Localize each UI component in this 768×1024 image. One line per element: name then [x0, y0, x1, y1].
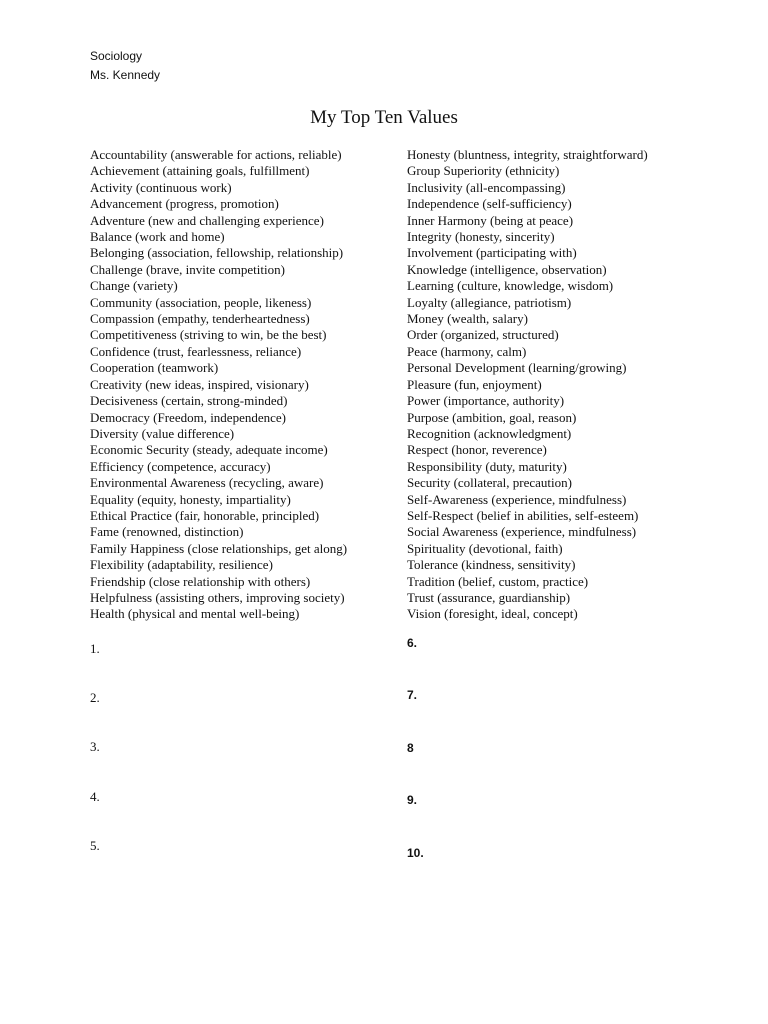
value-item: Honesty (bluntness, integrity, straightforward)	[407, 147, 648, 162]
value-item: Purpose (ambition, goal, reason)	[407, 409, 577, 425]
value-item: Cooperation (teamwork)	[90, 360, 219, 376]
value-item: Environmental Awareness (recycling, aware)	[90, 475, 324, 491]
value-item: Belonging (association, fellowship, relationship)	[90, 245, 344, 261]
value-item: Achievement (attaining goals, fulfillment)	[90, 163, 310, 179]
value-item: Power (importance, authority)	[407, 393, 565, 409]
value-item: Peace (harmony, calm)	[407, 343, 527, 359]
value-item: Helpfulness (assisting others, improving society)	[90, 589, 345, 605]
ranking-number: 6.	[407, 635, 418, 650]
value-item: Diversity (value difference)	[90, 425, 235, 441]
ranking-number: 10.	[407, 845, 424, 860]
ranking-slot[interactable]	[407, 740, 737, 793]
value-item: Competitiveness (striving to win, be the best)	[90, 327, 327, 343]
ranking-slot[interactable]	[407, 845, 737, 898]
ranking-slot[interactable]	[90, 682, 382, 731]
value-item: Order (organized, structured)	[407, 327, 559, 343]
value-item: Money (wealth, salary)	[407, 311, 528, 327]
value-item: Pleasure (fun, enjoyment)	[407, 376, 542, 392]
ranking-number: 5.	[90, 837, 100, 853]
value-item: Spirituality (devotional, faith)	[407, 540, 563, 556]
values-list-left	[90, 147, 382, 623]
page-title: My Top Ten Values	[310, 107, 458, 128]
value-item: Activity (continuous work)	[90, 179, 232, 195]
value-item: Advancement (progress, promotion)	[90, 196, 279, 212]
value-item: Loyalty (allegiance, patriotism)	[407, 294, 572, 310]
value-item: Trust (assurance, guardianship)	[407, 589, 571, 605]
ranking-slot[interactable]	[90, 830, 382, 879]
value-item: Flexibility (adaptability, resilience)	[90, 557, 273, 573]
value-item: Creativity (new ideas, inspired, visionary)	[90, 376, 309, 392]
value-item: Involvement (participating with)	[407, 245, 577, 261]
teacher-name: Ms. Kennedy	[90, 68, 161, 82]
value-item: Friendship (close relationship with others)	[90, 573, 311, 589]
value-item: Accountability (answerable for actions, reliable)	[90, 147, 342, 162]
values-column-left	[90, 147, 382, 879]
course-name: Sociology	[90, 49, 143, 63]
value-item: Self-Awareness (experience, mindfulness)	[407, 491, 627, 507]
ranking-number: 1.	[90, 640, 100, 656]
value-item: Self-Respect (belief in abilities, self-esteem)	[407, 507, 639, 523]
value-item: Vision (foresight, ideal, concept)	[407, 606, 578, 622]
value-item: Tolerance (kindness, sensitivity)	[407, 557, 576, 573]
value-item: Ethical Practice (fair, honorable, principled)	[90, 507, 320, 523]
value-item: Adventure (new and challenging experience)	[90, 212, 324, 228]
ranking-number: 4.	[90, 788, 100, 804]
value-item: Inclusivity (all-encompassing)	[407, 179, 566, 195]
ranking-slot[interactable]	[407, 635, 737, 688]
value-item: Challenge (brave, invite competition)	[90, 261, 285, 277]
ranking-slot[interactable]	[90, 633, 382, 682]
ranking-slot[interactable]	[407, 687, 737, 740]
value-item: Recognition (acknowledgment)	[407, 425, 572, 441]
ranking-number: 7.	[407, 688, 418, 703]
ranking-slot[interactable]	[407, 792, 737, 845]
ranking-slots-left	[90, 633, 382, 879]
value-item: Learning (culture, knowledge, wisdom)	[407, 278, 614, 294]
ranking-number: 2.	[90, 690, 100, 706]
value-item: Compassion (empathy, tenderheartedness)	[90, 311, 310, 327]
ranking-slot[interactable]	[90, 781, 382, 830]
value-item: Fame (renowned, distinction)	[90, 524, 244, 540]
value-item: Tradition (belief, custom, practice)	[407, 573, 589, 589]
value-item: Respect (honor, reverence)	[407, 442, 547, 458]
value-item: Inner Harmony (being at peace)	[407, 212, 574, 228]
value-item: Change (variety)	[90, 278, 178, 294]
value-item: Efficiency (competence, accuracy)	[90, 458, 271, 474]
ranking-slot[interactable]	[90, 731, 382, 780]
value-item: Equality (equity, honesty, impartiality)	[90, 491, 291, 507]
value-item: Economic Security (steady, adequate income)	[90, 442, 328, 458]
value-item: Group Superiority (ethnicity)	[407, 163, 560, 179]
values-column-right	[407, 147, 737, 897]
value-item: Knowledge (intelligence, observation)	[407, 261, 607, 277]
value-item: Health (physical and mental well-being)	[90, 606, 300, 622]
value-item: Integrity (honesty, sincerity)	[407, 229, 555, 245]
document-header	[90, 47, 160, 85]
value-item: Family Happiness (close relationships, get along)	[90, 540, 348, 556]
ranking-number: 9.	[407, 793, 418, 808]
value-item: Confidence (trust, fearlessness, reliance)	[90, 343, 302, 359]
value-item: Social Awareness (experience, mindfulness)	[407, 524, 637, 540]
ranking-slots-right	[407, 635, 737, 898]
value-item: Community (association, people, likeness)	[90, 294, 312, 310]
value-item: Personal Development (learning/growing)	[407, 360, 627, 376]
values-list-right	[407, 147, 737, 623]
value-item: Responsibility (duty, maturity)	[407, 458, 567, 474]
value-item: Democracy (Freedom, independence)	[90, 409, 286, 425]
value-item: Balance (work and home)	[90, 229, 225, 245]
ranking-number: 8	[407, 740, 414, 755]
value-item: Decisiveness (certain, strong-minded)	[90, 393, 288, 409]
value-item: Independence (self-sufficiency)	[407, 196, 572, 212]
value-item: Security (collateral, precaution)	[407, 475, 572, 491]
ranking-number: 3.	[90, 739, 100, 755]
